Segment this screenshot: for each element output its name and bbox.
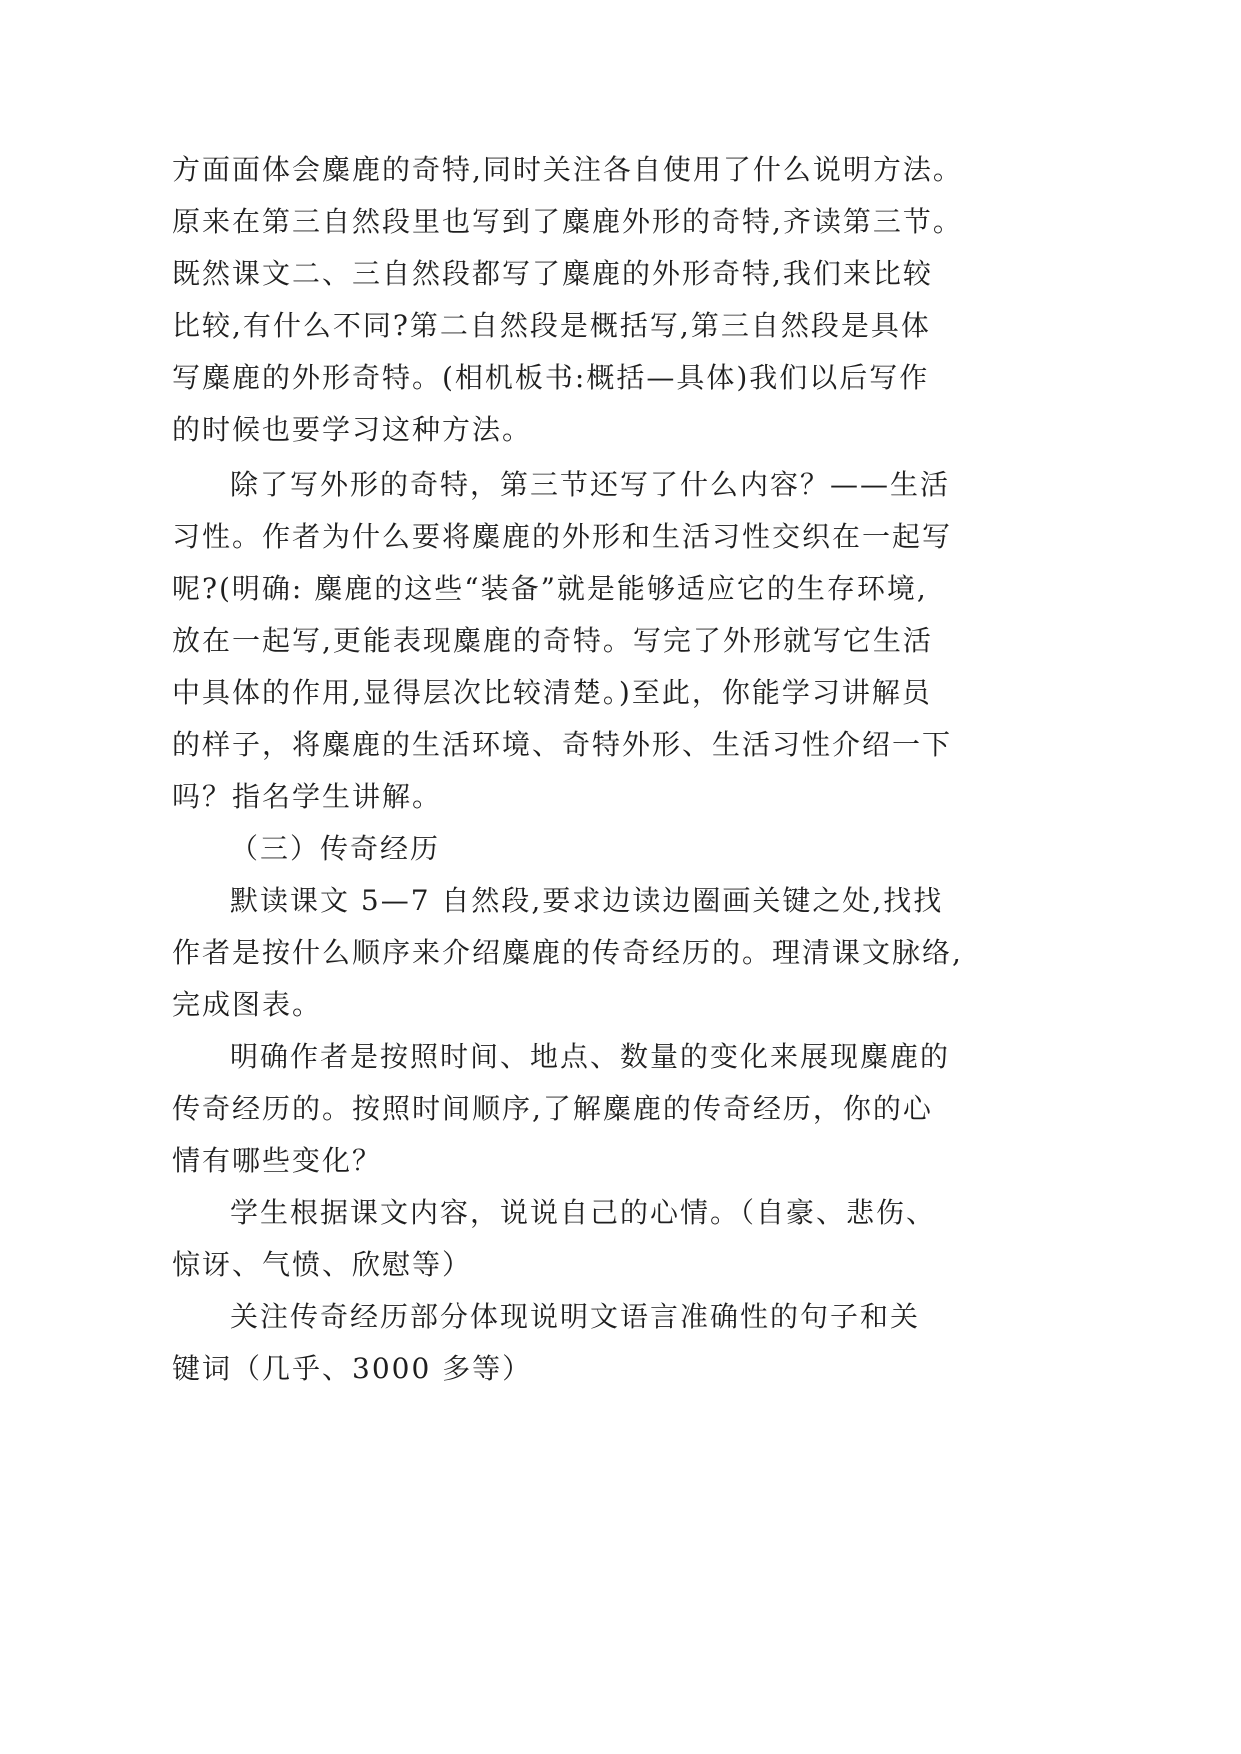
text-line: 学生根据课文内容，说说自己的心情。（自豪、悲伤、 bbox=[230, 1196, 937, 1229]
paragraph bbox=[172, 1031, 1172, 1187]
text-line: 原来在第三自然段里也写到了麋鹿外形的奇特,齐读第三节。 bbox=[172, 205, 963, 238]
text-line: 明确作者是按照时间、地点、数量的变化来展现麋鹿的 bbox=[230, 1040, 951, 1073]
text-line: 写麋鹿的外形奇特。(相机板书:概括—具体)我们以后写作 bbox=[172, 361, 930, 394]
text-line: 作者是按什么顺序来介绍麋鹿的传奇经历的。理清课文脉络, bbox=[172, 936, 963, 969]
text-line: 关注传奇经历部分体现说明文语言准确性的句子和关 bbox=[230, 1300, 921, 1333]
text-line: 既然课文二、三自然段都写了麋鹿的外形奇特,我们来比较 bbox=[172, 257, 933, 290]
document-body bbox=[172, 144, 1172, 1395]
text-line: 的样子，将麋鹿的生活环境、奇特外形、生活习性介绍一下 bbox=[172, 728, 953, 761]
text-line: 方面面体会麋鹿的奇特,同时关注各自使用了什么说明方法。 bbox=[172, 153, 963, 186]
text-line: 吗？指名学生讲解。 bbox=[172, 780, 443, 813]
text-line: 除了写外形的奇特，第三节还写了什么内容？——生活 bbox=[230, 468, 951, 501]
text-line: 呢?(明确: 麋鹿的这些“装备”就是能够适应它的生存环境, bbox=[172, 572, 928, 605]
text-line: 传奇经历的。按照时间顺序,了解麋鹿的传奇经历，你的心 bbox=[172, 1092, 933, 1125]
text-line: 习性。作者为什么要将麋鹿的外形和生活习性交织在一起写 bbox=[172, 520, 953, 553]
paragraph bbox=[172, 1187, 1172, 1291]
text-line: 放在一起写,更能表现麋鹿的奇特。写完了外形就写它生活 bbox=[172, 624, 933, 657]
text-line: 键词（几乎、3000 多等） bbox=[172, 1352, 533, 1385]
paragraph bbox=[172, 459, 1172, 823]
text-line: 中具体的作用,显得层次比较清楚。)至此，你能学习讲解员 bbox=[172, 676, 932, 709]
text-line: 惊讶、气愤、欣慰等） bbox=[172, 1248, 473, 1281]
text-line: 完成图表。 bbox=[172, 988, 323, 1021]
paragraph bbox=[172, 1291, 1172, 1395]
text-line: 默读课文 5—7 自然段,要求边读边圈画关键之处,找找 bbox=[230, 884, 944, 917]
text-line: 比较,有什么不同?第二自然段是概括写,第三自然段是具体 bbox=[172, 309, 931, 342]
paragraph bbox=[172, 875, 1172, 1031]
text-line: 情有哪些变化？ bbox=[172, 1144, 383, 1177]
paragraph bbox=[172, 144, 1172, 456]
section-heading: （三）传奇经历 bbox=[230, 832, 441, 865]
text-line: 的时候也要学习这种方法。 bbox=[172, 413, 533, 446]
